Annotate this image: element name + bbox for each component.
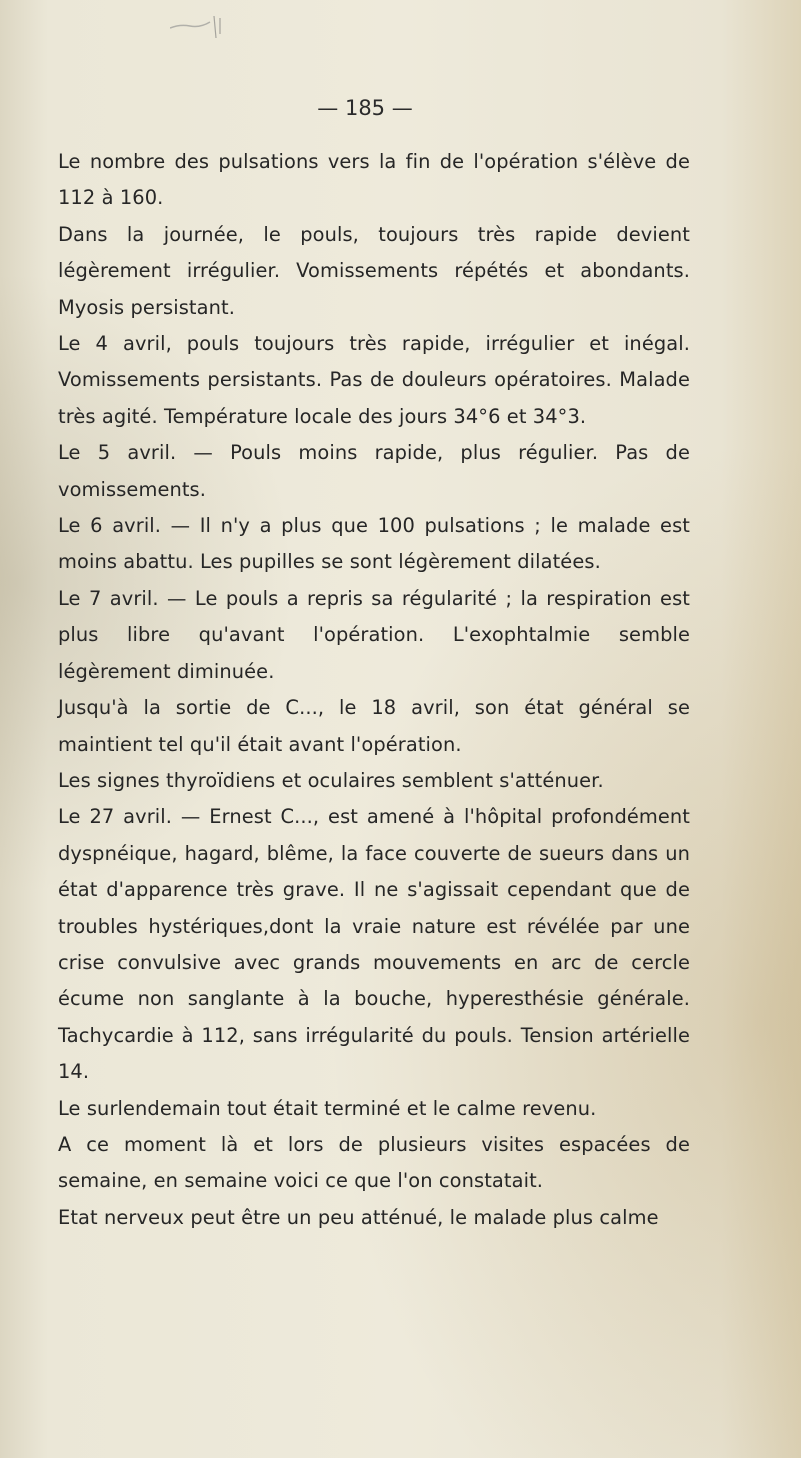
- paragraph-12: Etat nerveux peut être un peu atténué, le malade plus calme: [58, 1205, 659, 1229]
- paragraph-5: Le 6 avril. — Il n'y a plus que 100 pulsations ; le malade est moins abattu. Les pupilles se sont légèrement dilatées.: [58, 514, 690, 574]
- paragraph-9: Le 27 avril. — Ernest C..., est amené à l'hôpital profondément dyspnéique, hagard, blême, la face couverte de sueurs dans un état d'apparence très grave. Il ne s'agissait cependant que de troubles hystériques,dont la vraie nature est révélée par une crise convulsive avec grands mouvements en arc de cercle écume non sanglante à la bouche, hyperesthésie générale. Tachycardie à 112, sans irrégularité du pouls. Tension artérielle 14.: [58, 805, 690, 1084]
- paragraph-8: Les signes thyroïdiens et oculaires semblent s'atténuer.: [58, 768, 604, 792]
- paragraph-10: Le surlendemain tout était terminé et le calme revenu.: [58, 1096, 597, 1120]
- ink-smudge: [170, 10, 230, 40]
- page-number: — 185 —: [317, 96, 413, 120]
- paragraph-6: Le 7 avril. — Le pouls a repris sa régularité ; la respiration est plus libre qu'avant l'opération. L'exophtalmie semble légèrement diminuée.: [58, 586, 690, 683]
- paragraph-2: Dans la journée, le pouls, toujours très rapide devient légèrement irrégulier. Vomissements répétés et abondants. Myosis persistant.: [58, 222, 690, 319]
- paragraph-1: Le nombre des pulsations vers la fin de l'opération s'élève de 112 à 160.: [58, 150, 690, 210]
- paragraph-7: Jusqu'à la sortie de C..., le 18 avril, son état général se maintient tel qu'il était avant l'opération.: [58, 696, 690, 756]
- paragraph-11: A ce moment là et lors de plusieurs visites espacées de semaine, en semaine voici ce que l'on constatait.: [58, 1132, 690, 1193]
- paragraph-4: Le 5 avril. — Pouls moins rapide, plus régulier. Pas de vomissements.: [58, 441, 690, 501]
- paragraph-3: Le 4 avril, pouls toujours très rapide, irrégulier et inégal. Vomissements persistants. Pas de douleurs opératoires. Malade très agité. Température locale des jours 34°6 et 34°3.: [58, 332, 690, 428]
- body-text: [58, 144, 690, 1236]
